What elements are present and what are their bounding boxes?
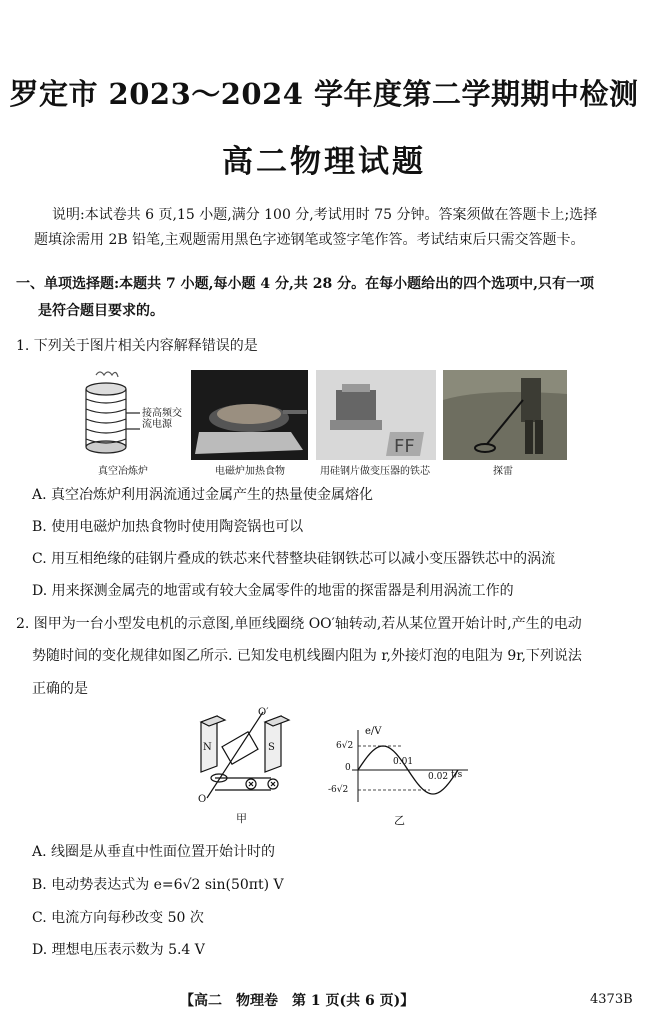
q2-option-b-root: √2 <box>182 877 201 893</box>
q1-option-d: D. 用来探测金属壳的地雷或有较大金属零件的地雷的探雷器是利用涡流工作的 <box>32 583 514 599</box>
chart-ytick-top: 6√2 <box>336 741 354 751</box>
mine-detector-image <box>443 370 567 460</box>
q2-option-b-prefix: B. 电动势表达式为 e=6 <box>32 877 183 893</box>
induction-cooker-image <box>191 370 308 460</box>
chart-xlabel: t/s <box>451 770 463 780</box>
axis-label-o-prime: O′ <box>258 707 269 718</box>
transformer-core-image <box>316 370 436 460</box>
paper-code: 4373B <box>590 992 633 1007</box>
caption-vacuum-furnace: 真空冶炼炉 <box>98 466 148 477</box>
caption-mine-detector: 探雷 <box>493 466 513 477</box>
magnet-pole-s: S <box>268 742 275 753</box>
section-heading-line-1: 一、单项选择题:本题共 7 小题,每小题 4 分,共 28 分。在每小题给出的四个选项中,只有一项 <box>16 276 594 292</box>
instructions-line-2: 题填涂需用 2B 铅笔,主观题需用黑色字迹钢笔或签字笔作答。考试结束后只需交答题卡。 <box>34 232 585 248</box>
instructions-line-1: 说明:本试卷共 6 页,15 小题,满分 100 分,考试用时 75 分钟。答案须做在答题卡上;选择 <box>52 207 598 223</box>
chart-ytick-bottom: -6√2 <box>328 785 349 795</box>
chart-ylabel: e/V <box>365 726 382 737</box>
q1-option-b: B. 使用电磁炉加热食物时使用陶瓷锅也可以 <box>32 519 304 535</box>
q2-option-c: C. 电流方向每秒改变 50 次 <box>32 910 204 926</box>
caption-induction-cooker: 电磁炉加热食物 <box>215 466 285 477</box>
q1-option-c: C. 用互相绝缘的硅钢片叠成的铁芯来代替整块硅钢铁芯可以减小变压器铁芯中的涡流 <box>32 551 556 567</box>
section-heading-line-2: 是符合题目要求的。 <box>38 303 164 319</box>
q2-option-b <box>32 876 284 894</box>
figure-yi-caption: 乙 <box>394 814 405 827</box>
chart-xtick-001: 0.01 <box>393 757 414 767</box>
q2-option-a: A. 线圈是从垂直中性面位置开始计时的 <box>32 844 276 860</box>
q2-option-d: D. 理想电压表示数为 5.4 V <box>32 942 205 958</box>
exam-subtitle: 高二物理试题 <box>222 144 426 180</box>
furnace-power-label: 接高频交流电源 <box>142 408 182 430</box>
figure-jia-caption: 甲 <box>236 812 247 825</box>
q2-option-b-suffix: sin(50πt) V <box>200 877 284 893</box>
question-2-stem-line-3: 正确的是 <box>32 681 88 697</box>
question-2-stem-line-2: 势随时间的变化规律如图乙所示. 已知发电机线圈内阻为 r,外接灯泡的电阻为 9r,下列说法 <box>32 648 582 664</box>
svg-text:FF: FF <box>394 436 415 457</box>
chart-ytick-zero: 0 <box>345 763 351 773</box>
caption-transformer-core: 用硅钢片做变压器的铁芯 <box>320 466 430 477</box>
question-2-stem-line-1: 2. 图甲为一台小型发电机的示意图,单匝线圈绕 OO′轴转动,若从某位置开始计时,产生的电动 <box>16 616 582 632</box>
q1-option-a: A. 真空冶炼炉利用涡流通过金属产生的热量使金属熔化 <box>32 487 374 503</box>
question-1-stem: 1. 下列关于图片相关内容解释错误的是 <box>16 338 258 354</box>
generator-diagram <box>193 708 293 808</box>
exam-title: 罗定市 2023～2024 学年度第二学期期中检测 <box>9 77 639 111</box>
page-footer: 【高二 物理卷 第 1 页(共 6 页)】 <box>180 993 415 1009</box>
axis-label-o: O <box>198 794 207 805</box>
chart-xtick-002: 0.02 <box>428 772 449 782</box>
magnet-pole-n: N <box>203 742 212 753</box>
